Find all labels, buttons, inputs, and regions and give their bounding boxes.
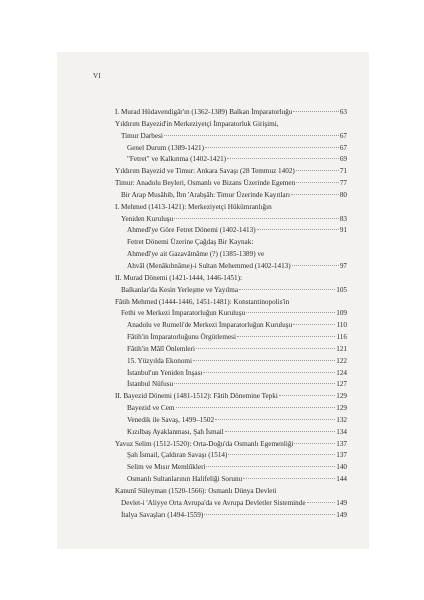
toc-entry-page: 67: [339, 143, 347, 152]
toc-entry: [115, 450, 347, 462]
toc-entry-title: Selim ve Mısır Memlûkleri: [127, 463, 206, 472]
dot-leader: [174, 218, 339, 219]
toc-entry: [115, 190, 347, 202]
toc-entry: [115, 462, 347, 474]
dot-leader: [293, 324, 335, 325]
toc-entry-title: Fâtih Mehmed (1444-1446, 1451-1481): Konstantinopolis'in: [115, 297, 290, 306]
toc-entry-page: 137: [336, 451, 347, 460]
toc-entry-title: Fethi ve Merkezi İmparatorluğun Kuruluşu: [121, 309, 246, 318]
toc-entry-page: 132: [336, 415, 347, 424]
dot-leader: [203, 372, 335, 373]
toc-entry-title: II. Murad Dönemi (1421-1444, 1446-1451):: [115, 273, 242, 282]
toc-entry-page: 83: [339, 214, 347, 223]
toc-entry-page: 69: [339, 155, 347, 164]
toc-entry: [115, 391, 347, 403]
toc-entry-title: Ahvâl (Menâkıbnâme)-i Sultan Mehemmed (1402-1413): [127, 261, 291, 270]
toc-entry-title: Fâtih'in İmparatorluğunu Örgütlemesi: [127, 333, 236, 342]
dot-leader: [205, 147, 339, 148]
toc-entry: [115, 273, 347, 285]
toc-entry-page: 144: [336, 475, 347, 484]
toc-entry-page: 122: [336, 356, 347, 365]
toc-entry-page: 110: [336, 321, 347, 330]
dot-leader: [206, 466, 335, 467]
toc-entry-title: Timur: Anadolu Beyleri, Osmanlı ve Bizans Üzerinde Egemen: [115, 179, 296, 188]
toc-entry-title: "Fetret" ve Kalkınma (1402-1421): [127, 155, 227, 164]
toc-entry-title: 15. Yüzyılda Ekonomi: [127, 356, 193, 365]
dot-leader: [204, 514, 335, 515]
toc-entry: [115, 237, 347, 249]
toc-entry: [115, 379, 347, 391]
toc-entry-page: 129: [336, 392, 347, 401]
toc-entry-page: 116: [336, 333, 347, 342]
toc-entry: [115, 332, 347, 344]
toc-entry-page: 71: [339, 167, 347, 176]
toc-entry-title: I. Mehmed (1413-1421): Merkeziyetçi Hükümranlığın: [115, 202, 272, 211]
toc-entry-title: İstanbul Nüfusu: [127, 380, 174, 389]
toc-entry-title: Osmanlı Sultanlarının Halifeliği Sorunu: [127, 475, 243, 484]
dot-leader: [243, 478, 335, 479]
toc-entry: [115, 474, 347, 486]
toc-entry-title: Timur Darbesi: [121, 131, 163, 140]
toc-entry: [115, 368, 347, 380]
toc-entry: [115, 356, 347, 368]
dot-leader: [228, 454, 335, 455]
toc-entry-title: Ahmedî'ye ait Gazavâtnâme (?) (1385-1389) ve: [127, 250, 265, 259]
dot-leader: [164, 135, 339, 136]
toc-entry: [115, 344, 347, 356]
toc-entry: [115, 439, 347, 451]
toc-entry-title: Kanunî Süleyman (1520-1566): Osmanlı Dünya Devleti: [115, 487, 277, 495]
toc-entry-title: Bayezid ve Cem: [127, 404, 175, 413]
dot-leader: [293, 111, 338, 112]
toc-entry-title: Devlet-i 'Aliyye Orta Avrupa'da ve Avrupa Devletler Sisteminde: [121, 498, 306, 507]
dot-leader: [296, 170, 339, 171]
toc-entry-page: 134: [336, 427, 347, 436]
toc-entry: [115, 498, 347, 510]
dot-leader: [246, 312, 335, 313]
toc-entry-page: 109: [336, 309, 347, 318]
toc-entry-page: 91: [339, 226, 347, 235]
toc-entry-page: 97: [339, 261, 347, 270]
table-of-contents: [115, 107, 347, 522]
toc-entry: [115, 178, 347, 190]
toc-entry-title: Anadolu ve Rumeli'de Merkezi İmparatorluğun Kuruluşu: [127, 321, 293, 330]
toc-entry: [115, 297, 347, 309]
dot-leader: [227, 158, 339, 159]
toc-entry-page: 77: [339, 179, 347, 188]
toc-entry-title: Şah İsmail, Çaldıran Savaşı (1514): [127, 451, 228, 460]
toc-entry-title: Yıldırım Bayezid ve Timur: Ankara Savaşı (28 Temmuz 1402): [115, 167, 295, 176]
toc-entry-page: 149: [336, 510, 347, 519]
toc-entry-title: İtalya Savaşları (1494-1559): [121, 510, 204, 519]
toc-entry: [115, 415, 347, 427]
dot-leader: [239, 289, 335, 290]
toc-entry-title: Fâtih'in Mâlî Önlemleri: [127, 344, 195, 353]
toc-entry-page: 80: [339, 190, 347, 199]
toc-entry-page: 127: [336, 380, 347, 389]
toc-entry-page: 121: [336, 344, 347, 353]
toc-entry-title: II. Bayezid Dönemi (1481-1512): Fâtih Dönemine Tepki: [115, 392, 278, 401]
toc-entry-title: Yavuz Selim (1512-1520): Orta-Doğu'da Osmanlı Egemenliği: [115, 439, 294, 448]
toc-entry: [115, 261, 347, 273]
dot-leader: [174, 383, 335, 384]
toc-entry: [115, 202, 347, 214]
toc-entry-title: Bir Arap Musâhib, İbn 'Arabşâh: Timur Üzerinde Kayıtları: [121, 190, 290, 199]
dot-leader: [291, 194, 339, 195]
toc-entry: [115, 214, 347, 226]
toc-entry: [115, 249, 347, 261]
toc-entry: [115, 510, 347, 522]
dot-leader: [292, 265, 339, 266]
toc-entry-page: 67: [339, 131, 347, 140]
toc-entry: [115, 403, 347, 415]
page-number: VI: [93, 72, 102, 80]
toc-entry-page: 140: [336, 463, 347, 472]
toc-entry-page: 105: [336, 285, 347, 294]
toc-entry-title: Ahmedî'ye Göre Fetret Dönemi (1402-1413): [127, 226, 256, 235]
toc-entry: [115, 486, 347, 498]
toc-entry-title: Yıldırım Bayezid'in Merkeziyetçi İmparatorluk Girişimi,: [115, 119, 279, 128]
toc-entry-title: I. Murad Hüdavendigâr'ın (1362-1389) Balkan İmparatorluğu: [115, 108, 293, 116]
toc-entry-title: Balkanlar'da Kesin Yerleşme ve Yayılma: [121, 285, 239, 294]
dot-leader: [176, 407, 336, 408]
dot-leader: [307, 502, 336, 503]
toc-entry: [115, 107, 347, 119]
toc-entry-title: Venedik ile Savaş, 1499–1502: [127, 415, 215, 424]
toc-entry-title: Kızılbaş Ayaklanması, Şah İsmail: [127, 427, 224, 436]
toc-entry-title: Yeniden Kuruluşu: [121, 214, 174, 223]
toc-entry: [115, 154, 347, 166]
toc-entry: [115, 308, 347, 320]
toc-entry-page: 63: [339, 108, 347, 116]
dot-leader: [193, 360, 335, 361]
dot-leader: [294, 443, 335, 444]
dot-leader: [215, 419, 335, 420]
toc-entry-title: Fetret Dönemi Üzerine Çağdaş Bir Kaynak:: [127, 238, 254, 247]
toc-entry: [115, 166, 347, 178]
dot-leader: [296, 182, 339, 183]
toc-entry-page: 124: [336, 368, 347, 377]
toc-entry: [115, 285, 347, 297]
dot-leader: [225, 431, 335, 432]
dot-leader: [196, 348, 335, 349]
toc-entry-title: Genel Durum (1389-1421): [127, 143, 205, 152]
toc-entry-page: 149: [336, 498, 347, 507]
toc-entry: [115, 131, 347, 143]
toc-entry: [115, 119, 347, 131]
toc-entry: [115, 320, 347, 332]
toc-entry-page: 129: [336, 404, 347, 413]
dot-leader: [237, 336, 336, 337]
toc-entry: [115, 143, 347, 155]
dot-leader: [279, 395, 335, 396]
toc-entry: [115, 427, 347, 439]
toc-entry-page: 137: [336, 439, 347, 448]
dot-leader: [257, 229, 339, 230]
toc-entry-title: İstanbul'un Yeniden İnşası: [127, 368, 203, 377]
toc-entry: [115, 225, 347, 237]
